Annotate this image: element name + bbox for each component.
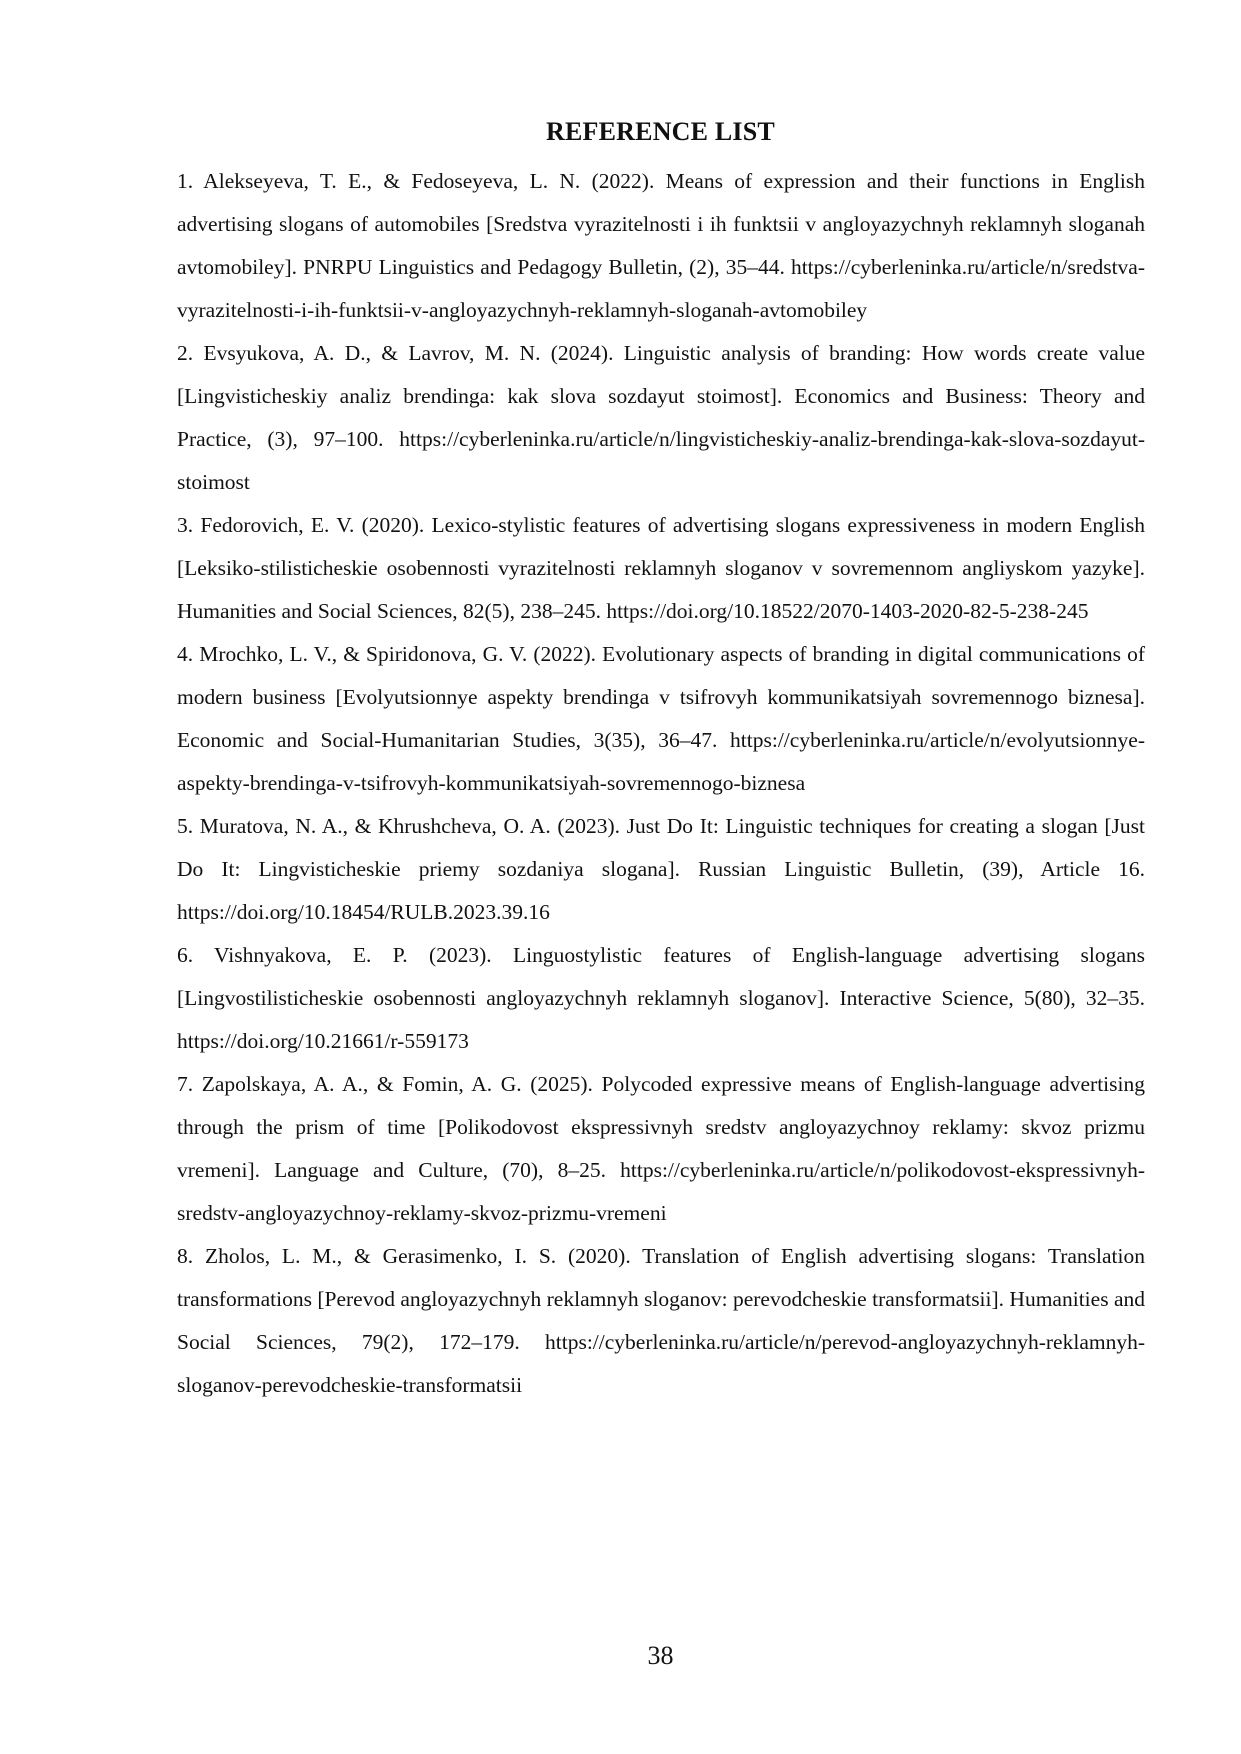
reference-item: 5. Muratova, N. A., & Khrushcheva, O. A. (2023). Just Do It: Linguistic techniques for creating a slogan [Just Do It: Lingvisticheskie priemy sozdaniya slogana]. Russian Linguistic Bulletin, (39), Article 16. https://doi.org/10.18454/RULB.2023.39.16 bbox=[177, 814, 1145, 924]
reference-item: 6. Vishnyakova, E. P. (2023). Linguostylistic features of English-language advertising slogans [Lingvostilisticheskie osobennosti angloyazychnyh reklamnyh sloganov]. Interactive Science, 5(80), 32–35. https://doi.org/10.21661/r-559173 bbox=[177, 943, 1145, 1053]
reference-item: 3. Fedorovich, E. V. (2020). Lexico-stylistic features of advertising slogans expressiveness in modern English [Leksiko-stilisticheskie osobennosti vyrazitelnosti reklamnyh sloganov v sovremennom angliyskom yazyke]. Humanities and Social Sciences, 82(5), 238–245. https://doi.org/10.18522/2070-1403-2020-82-5-238-245 bbox=[177, 513, 1145, 623]
reference-item: 2. Evsyukova, A. D., & Lavrov, M. N. (2024). Linguistic analysis of branding: How words create value [Lingvisticheskiy analiz brendinga: kak slova sozdayut stoimost]. Economics and Business: Theory and Practice, (3), 97–100. https://cyberleninka.ru/article/n/lingvisticheskiy-analiz-brendinga-kak-slova-sozdayut-stoimost bbox=[177, 341, 1145, 494]
reference-list bbox=[177, 160, 1145, 1407]
reference-item: 1. Alekseyeva, T. E., & Fedoseyeva, L. N. (2022). Means of expression and their functions in English advertising slogans of automobiles [Sredstva vyrazitelnosti i ih funktsii v angloyazychnyh reklamnyh sloganah avtomobiley]. PNRPU Linguistics and Pedagogy Bulletin, (2), 35–44. https://cyberleninka.ru/article/n/sredstva-vyrazitelnosti-i-ih-funktsii-v-angloyazychnyh-reklamnyh-sloganah-avtomobiley bbox=[177, 169, 1145, 322]
reference-item: 7. Zapolskaya, A. A., & Fomin, A. G. (2025). Polycoded expressive means of English-language advertising through the prism of time [Polikodovost ekspressivnyh sredstv angloyazychnoy reklamy: skvoz prizmu vremeni]. Language and Culture, (70), 8–25. https://cyberleninka.ru/article/n/polikodovost-ekspressivnyh-sredstv-angloyazychnoy-reklamy-skvoz-prizmu-vremeni bbox=[177, 1072, 1145, 1225]
page-number: 38 bbox=[647, 1641, 674, 1670]
reference-item: 8. Zholos, L. M., & Gerasimenko, I. S. (2020). Translation of English advertising slogans: Translation transformations [Perevod angloyazychnyh reklamnyh sloganov: perevodcheskie transformatsii]. Humanities and Social Sciences, 79(2), 172–179. https://cyberleninka.ru/article/n/perevod-angloyazychnyh-reklamnyh-sloganov-perevodcheskie-transformatsii bbox=[177, 1244, 1145, 1397]
page-title: REFERENCE LIST bbox=[546, 117, 775, 146]
reference-item: 4. Mrochko, L. V., & Spiridonova, G. V. (2022). Evolutionary aspects of branding in digital communications of modern business [Evolyutsionnye aspekty brendinga v tsifrovyh kommunikatsiyah sovremennogo biznesa]. Economic and Social-Humanitarian Studies, 3(35), 36–47. https://cyberleninka.ru/article/n/evolyutsionnye-aspekty-brendinga-v-tsifrovyh-kommunikatsiyah-sovremennogo-biznesa bbox=[177, 642, 1145, 795]
